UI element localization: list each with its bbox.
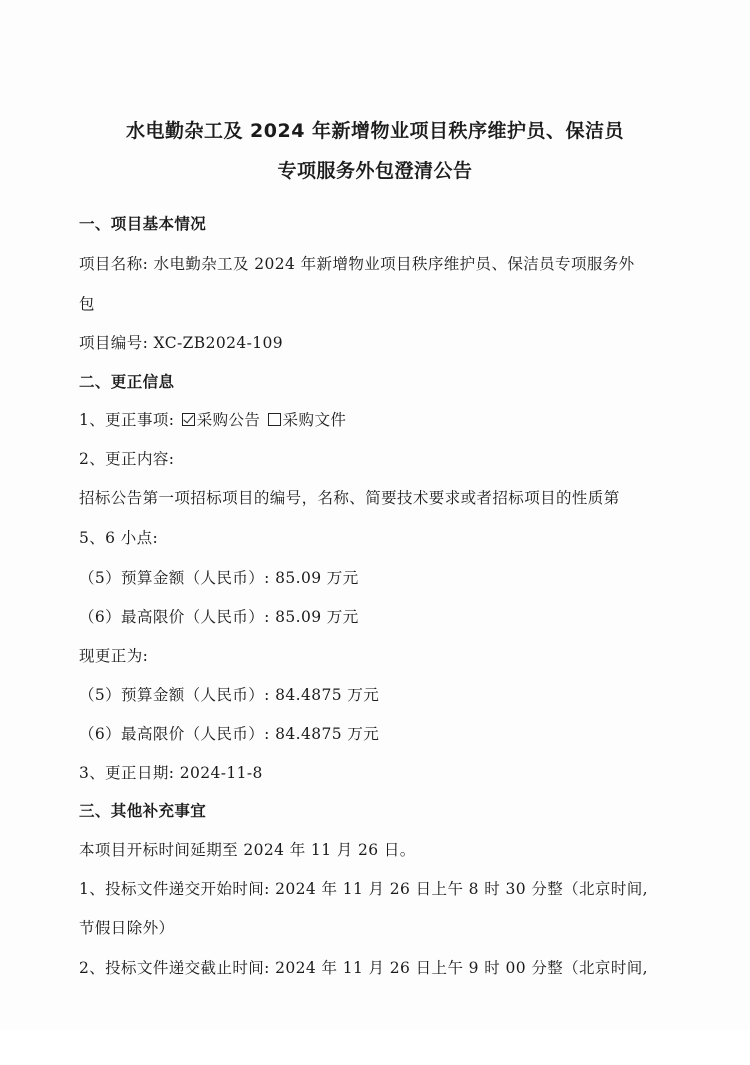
correction-content-line-1: 招标公告第一项招标项目的编号，名称、简要技术要求或者招标项目的性质第: [79, 489, 620, 507]
correction-content-line-2: 5、6 小点:: [79, 529, 159, 547]
corrected-as-label: 现更正为:: [79, 647, 149, 665]
bid-opening-extension: 本项目开标时间延期至 2024 年 11 月 26 日。: [79, 841, 416, 859]
project-name-line-1: 项目名称: 水电勤杂工及 2024 年新增物业项目秩序维护员、保洁员专项服务外: [79, 255, 635, 273]
section-1-heading: 一、项目基本情况: [79, 215, 207, 233]
submission-start-line-1: 1、投标文件递交开始时间: 2024 年 11 月 26 日上午 8 时 30 分整（北京时间,: [79, 880, 648, 898]
submission-start-line-2: 节假日除外）: [79, 919, 175, 937]
new-max-price: （6）最高限价（人民币）: 84.4875 万元: [79, 725, 380, 743]
section-3-heading: 三、其他补充事宜: [79, 802, 207, 820]
old-max-price: （6）最高限价（人民币）: 85.09 万元: [79, 608, 359, 626]
correction-content-label: 2、更正内容:: [79, 450, 175, 468]
checked-checkbox-icon: [182, 413, 195, 426]
correction-date: 3、更正日期: 2024-11-8: [79, 764, 263, 782]
section-2-heading: 二、更正信息: [79, 373, 175, 391]
correction-item-line: [79, 408, 346, 430]
document-title-line-1: 水电勤杂工及 2024 年新增物业项目秩序维护员、保洁员: [125, 120, 625, 142]
old-budget-amount: （5）预算金额（人民币）: 85.09 万元: [79, 569, 359, 587]
unchecked-checkbox-icon: [268, 413, 281, 426]
submission-deadline-line-1: 2、投标文件递交截止时间: 2024 年 11 月 26 日上午 9 时 00 分整（北京时间,: [79, 959, 648, 977]
page-bottom-margin: [0, 1030, 750, 1065]
project-name-line-2: 包: [79, 295, 95, 313]
option-procurement-document: 采购文件: [282, 411, 347, 429]
option-procurement-notice: 采购公告: [196, 411, 261, 429]
correction-item-label: 1、更正事项:: [79, 411, 175, 429]
document-title-line-2: 专项服务外包澄清公告: [277, 160, 473, 182]
project-code: 项目编号: XC-ZB2024-109: [79, 334, 284, 352]
new-budget-amount: （5）预算金额（人民币）: 84.4875 万元: [79, 686, 380, 704]
